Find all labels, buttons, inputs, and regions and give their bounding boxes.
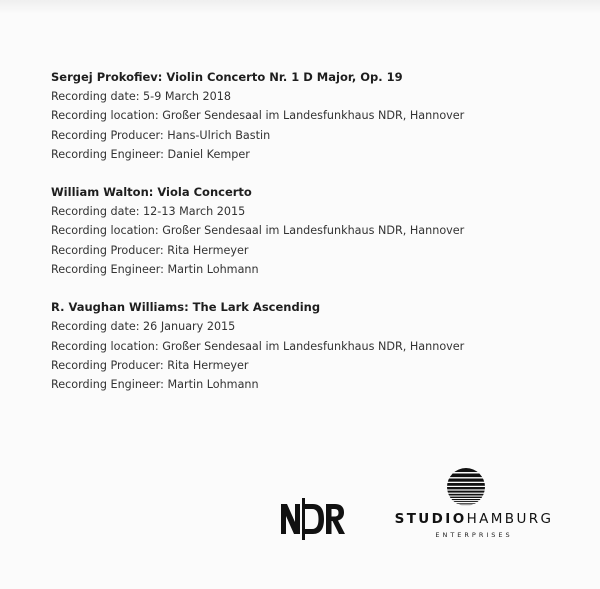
- studio-hamburg-subtitle: ENTERPRISES: [435, 531, 513, 539]
- wordmark-hamburg: HAMBURG: [466, 511, 554, 527]
- recording-engineer: Recording Engineer: Martin Lohmann: [51, 263, 259, 277]
- recording-location: Recording location: Großer Sendesaal im Landesfunkhaus NDR, Hannover: [51, 339, 465, 353]
- recording-date: Recording date: 5-9 March 2018: [51, 90, 232, 103]
- recording-date: Recording date: 12-13 March 2015: [51, 205, 246, 219]
- recording-producer: Recording Producer: Rita Hermeyer: [51, 358, 249, 372]
- recording-producer: Recording Producer: Rita Hermeyer: [51, 243, 249, 257]
- work-title: R. Vaughan Williams: The Lark Ascending: [51, 300, 321, 315]
- work-title: Sergej Prokofiev: Violin Concerto Nr. 1 D Major, Op. 19: [51, 70, 403, 84]
- recording-producer: Recording Producer: Hans-Ulrich Bastin: [51, 128, 271, 142]
- recording-date: Recording date: 26 January 2015: [51, 320, 236, 334]
- studio-hamburg-wordmark: [384, 511, 564, 527]
- ndr-logo: [280, 498, 346, 540]
- work-title: William Walton: Viola Concerto: [51, 185, 252, 200]
- recording-location: Recording location: Großer Sendesaal im Landesfunkhaus NDR, Hannover: [51, 109, 465, 123]
- studio-hamburg-emblem-icon: [446, 467, 486, 507]
- recording-location: Recording location: Großer Sendesaal im Landesfunkhaus NDR, Hannover: [51, 224, 465, 238]
- recording-engineer: Recording Engineer: Martin Lohmann: [51, 378, 259, 392]
- wordmark-studio: STUDIO: [394, 511, 467, 527]
- recording-engineer: Recording Engineer: Daniel Kemper: [51, 147, 250, 161]
